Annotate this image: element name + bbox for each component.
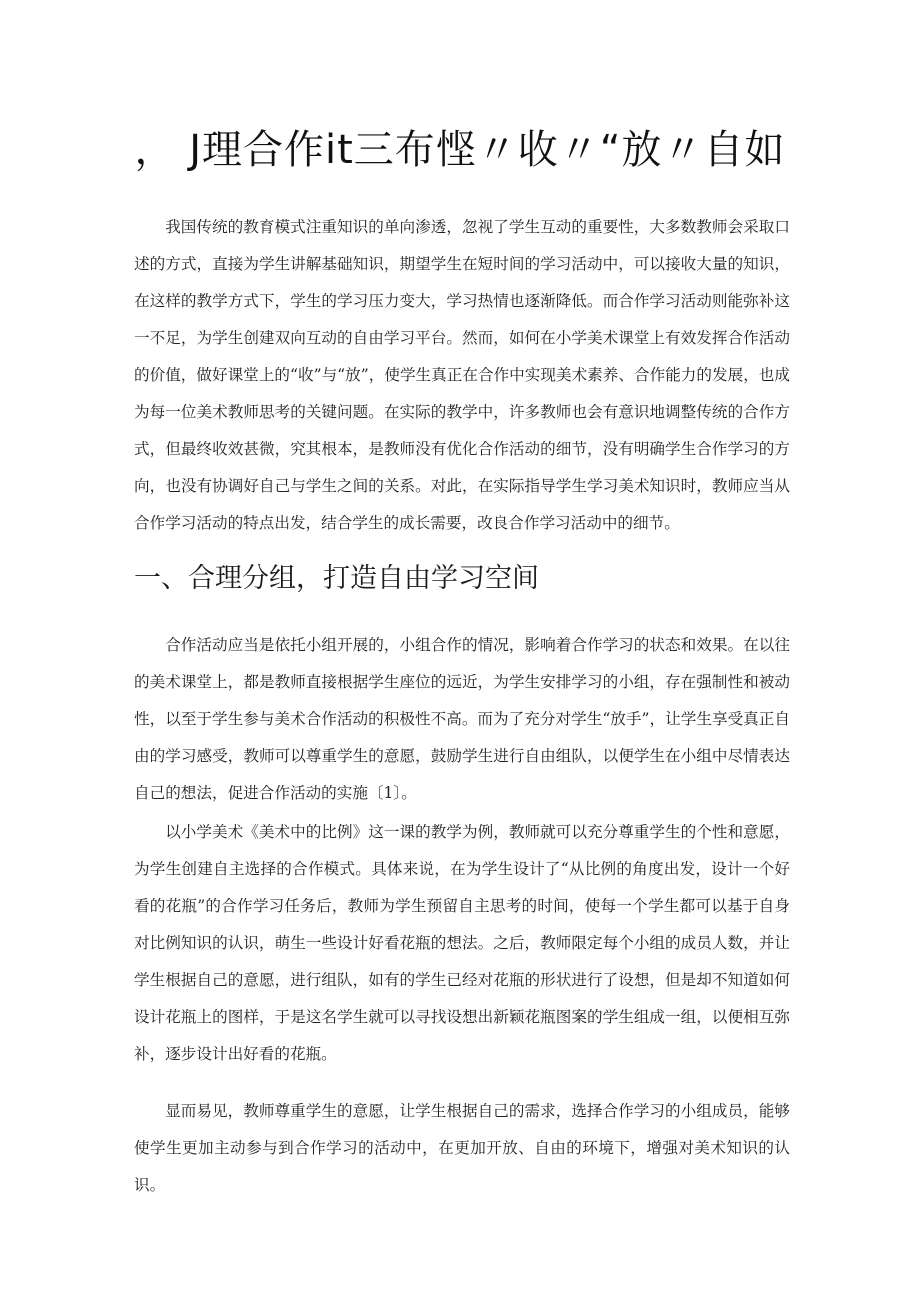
section-paragraph-3: 显而易见，教师尊重学生的意愿，让学生根据自己的需求，选择合作学习的小组成员，能够使学生更加主动参与到合作学习的活动中，在更加开放、自由的环境下，增强对美术知识的认识。 [134,1102,790,1194]
document-title: ， J理合作it三布悭〃收〃“放〃自如 [134,127,786,173]
section-heading: 一、合理分组，打造自由学习空间 [134,563,539,594]
section-paragraph-2: 以小学美术《美术中的比例》这一课的教学为例，教师就可以充分尊重学生的个性和意愿，为学生创建自主选择的合作模式。具体来说，在为学生设计了“从比例的角度出发，设计一个好看的花瓶”的合作学习任务后，教师为学生预留自主思考的时间，使每一个学生都可以基于自身对比例知识的认识，萌生一些设计好看花瓶的想法。之后，教师限定每个小组的成员人数，并让学生根据自己的意愿，进行组队，如有的学生已经对花瓶的形状进行了设想，但是却不知道如何设计花瓶上的图样，于是这名学生就可以寻找设想出新颖花瓶图案的学生组成一组，以便相互弥补，逐步设计出好看的花瓶。 [134,823,790,1063]
intro-paragraph: 我国传统的教育模式注重知识的单向渗透，忽视了学生互动的重要性，大多数教师会采取口述的方式，直接为学生讲解基础知识，期望学生在短时间的学习活动中，可以接收大量的知识，在这样的教学方式下，学生的学习压力变大，学习热情也逐渐降低。而合作学习活动则能弥补这一不足，为学生创建双向互动的自由学习平台。然而，如何在小学美术课堂上有效发挥合作活动的价值，做好课堂上的“收”与“放”，使学生真正在合作中实现美术素养、合作能力的发展，也成为每一位美术教师思考的关键问题。在实际的教学中，许多教师也会有意识地调整传统的合作方式，但最终收效甚微，究其根本，是教师没有优化合作活动的细节，没有明确学生合作学习的方向，也没有协调好自己与学生之间的关系。对此，在实际指导学生学习美术知识时，教师应当从合作学习活动的特点出发，结合学生的成长需要，改良合作学习活动中的细节。 [134,218,790,532]
section-paragraph-1: 合作活动应当是依托小组开展的，小组合作的情况，影响着合作学习的状态和效果。在以往的美术课堂上，都是教师直接根据学生座位的远近，为学生安排学习的小组，存在强制性和被动性，以至于学生参与美术合作活动的积极性不高。而为了充分对学生“放手”，让学生享受真正自由的学习感受，教师可以尊重学生的意愿，鼓励学生进行自由组队，以便学生在小组中尽情表达自己的想法，促进合作活动的实施〔1〕。 [134,636,790,802]
